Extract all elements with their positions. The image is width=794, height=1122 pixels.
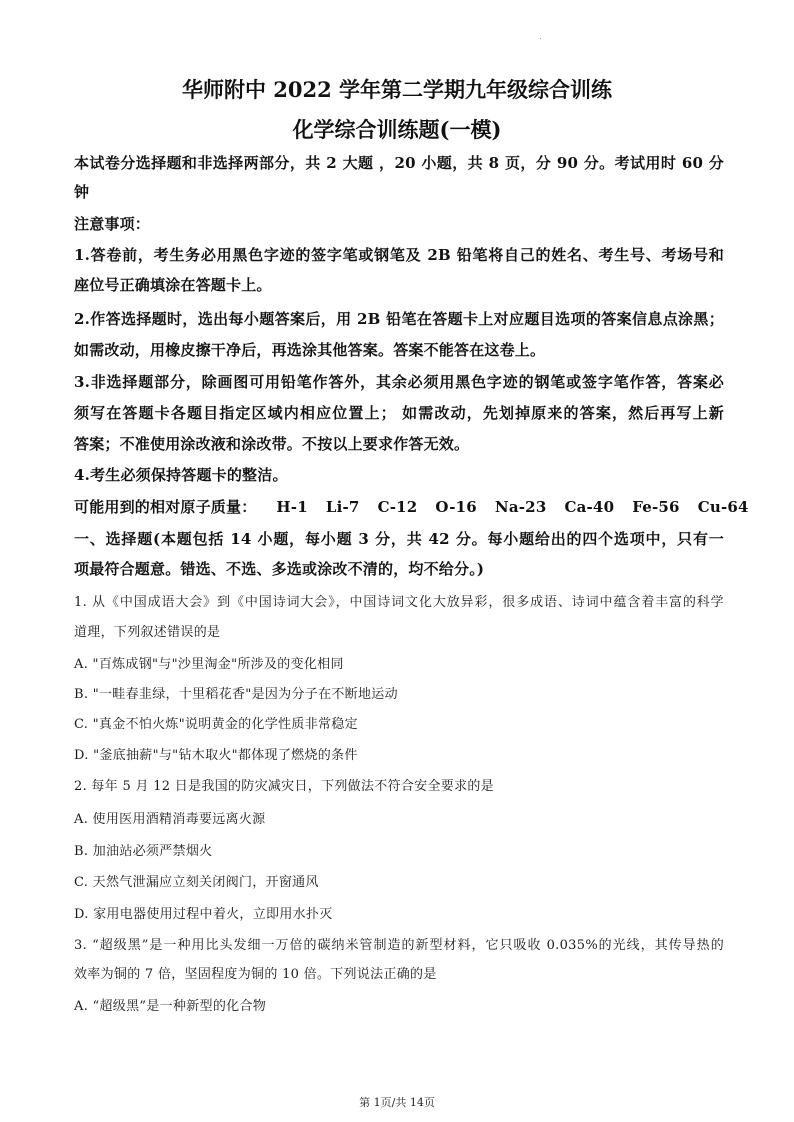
section-heading-line-1: 一、选择题(本题包括 14 小题，每小题 3 分，共 42 分。每小题给出的四个选项中，只有一 bbox=[74, 530, 724, 548]
notice-line-4: 如需改动，用橡皮擦干净后，再选涂其他答案。答案不能答在这卷上。 bbox=[74, 341, 546, 359]
q3-stem-line-2: 效率为铜的 7 倍，坚固程度为铜的 10 倍。下列说法正确的是 bbox=[74, 967, 437, 982]
atomic-mass-ca: Ca-40 bbox=[564, 498, 615, 516]
notice-line-8: 4.考生必须保持答题卡的整洁。 bbox=[74, 466, 288, 484]
atomic-mass-li: Li-7 bbox=[325, 498, 360, 516]
notice-line-6: 须写在答题卡各题目指定区域内相应位置上； 如需改动，先划掉原来的答案，然后再写上新 bbox=[74, 404, 724, 422]
atomic-mass-line bbox=[74, 496, 749, 517]
exam-title: 华师附中 2022 学年第二学期九年级综合训练 bbox=[181, 77, 613, 102]
notice-line-1: 1.答卷前，考生务必用黑色字迹的签字笔或钢笔及 2B 铅笔将自己的姓名、考生号、考场号和 bbox=[74, 246, 724, 264]
notice-line-7: 答案；不准使用涂改液和涂改带。不按以上要求作答无效。 bbox=[74, 435, 470, 453]
atomic-mass-cu: Cu-64 bbox=[697, 498, 749, 516]
notice-line-3: 2.作答选择题时，选出每小题答案后，用 2B 铅笔在答题卡上对应题目选项的答案信息点涂黑； bbox=[74, 310, 724, 328]
atomic-mass-na: Na-23 bbox=[494, 498, 547, 516]
q2-option-b: B. 加油站必须严禁烟火 bbox=[74, 844, 213, 859]
q1-option-a: A. "百炼成钢"与"沙里淘金"所涉及的变化相同 bbox=[74, 657, 344, 672]
atomic-mass-fe: Fe-56 bbox=[632, 498, 680, 516]
q1-stem-line-2: 道理，下列叙述错误的是 bbox=[74, 625, 221, 640]
q1-stem-line-1: 1. 从《中国成语大会》到《中国诗词大会》，中国诗词文化大放异彩，很多成语、诗词中蕴含着丰富的科学 bbox=[74, 595, 724, 610]
atomic-mass-o: O-16 bbox=[435, 498, 477, 516]
atomic-mass-h: H-1 bbox=[276, 498, 308, 516]
scan-speck bbox=[540, 38, 541, 39]
notice-line-5: 3.非选择题部分，除画图可用铅笔作答外，其余必须用黑色字迹的钢笔或签字笔作答，答案必 bbox=[74, 373, 724, 391]
section-heading-line-2: 项最符合题意。错选、不选、多选或涂改不清的，均不给分。) bbox=[74, 560, 485, 578]
exam-subtitle: 化学综合训练题(一模) bbox=[292, 117, 502, 142]
q2-stem: 2. 每年 5 月 12 日是我国的防灾减灾日，下列做法不符合安全要求的是 bbox=[74, 779, 494, 794]
page-footer: 第 1页/共 14页 bbox=[359, 1096, 435, 1109]
atomic-mass-c: C-12 bbox=[377, 498, 418, 516]
q3-option-a: A. “超级黑”是一种新型的化合物 bbox=[74, 999, 267, 1014]
atomic-mass-label: 可能用到的相对原子质量： bbox=[74, 498, 257, 516]
q2-option-c: C. 天然气泄漏应立刻关闭阀门，开窗通风 bbox=[74, 875, 319, 890]
intro-line-2: 钟 bbox=[74, 183, 90, 201]
notice-line-2: 座位号正确填涂在答题卡上。 bbox=[74, 276, 272, 294]
q1-option-d: D. "釜底抽薪"与"钻木取火"都体现了燃烧的条件 bbox=[74, 748, 358, 763]
q1-option-b: B. "一畦春韭绿，十里稻花香"是因为分子在不断地运动 bbox=[74, 687, 398, 702]
q1-option-c: C. "真金不怕火炼"说明黄金的化学性质非常稳定 bbox=[74, 717, 358, 732]
q2-option-a: A. 使用医用酒精消毒要远离火源 bbox=[74, 812, 266, 827]
q3-stem-line-1: 3. “超级黑”是一种用比头发细一万倍的碳纳米管制造的新型材料，它只吸收 0.035%的光线，其传导热的 bbox=[74, 938, 724, 953]
notice-heading: 注意事项： bbox=[74, 215, 151, 233]
q2-option-d: D. 家用电器使用过程中着火，立即用水扑灭 bbox=[74, 907, 333, 922]
intro-line-1: 本试卷分选择题和非选择两部分，共 2 大题 ，20 小题，共 8 页，分 90 分。考试用时 60 分 bbox=[74, 154, 724, 172]
